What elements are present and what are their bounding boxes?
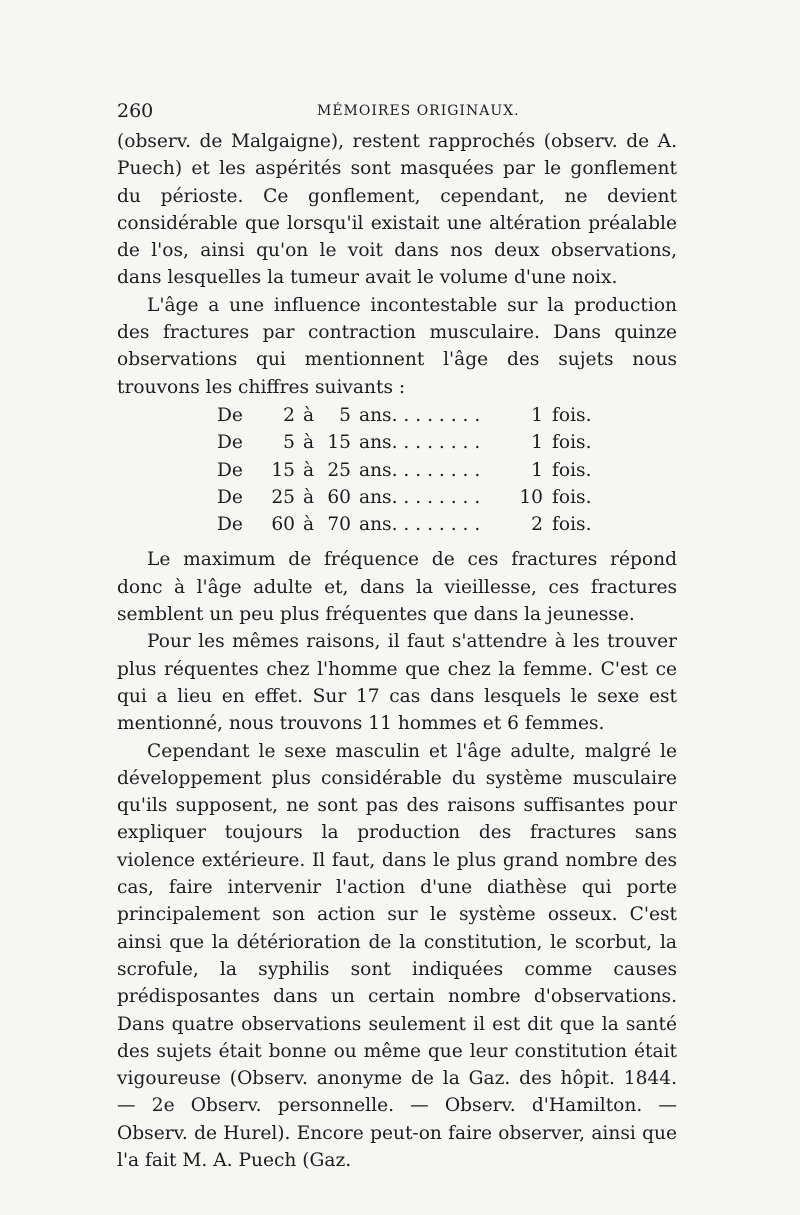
a-label: à (303, 514, 315, 536)
table-row (117, 429, 677, 456)
page-header (117, 98, 677, 126)
page-body (117, 128, 677, 1174)
count: 1 (531, 459, 543, 481)
ans-leader: ans. . . . . . . . (359, 404, 481, 426)
age-from: 25 (271, 486, 295, 508)
de-label: De (217, 486, 243, 508)
paragraph-2: L'âge a une influence incontestable sur la production des fractures par contraction musculaire. Dans quinze observations qui mentionnent l'âge des sujets nous trouvons les chiffres suivants : (117, 294, 677, 398)
count: 1 (531, 432, 543, 454)
table-row (117, 484, 677, 511)
count: 2 (531, 514, 543, 536)
age-to: 60 (327, 486, 351, 508)
de-label: De (217, 459, 243, 481)
age-from: 5 (283, 432, 295, 454)
de-label: De (217, 404, 243, 426)
a-label: à (303, 459, 315, 481)
age-to: 15 (327, 432, 351, 454)
page-number: 260 (117, 100, 154, 122)
table-row (117, 511, 677, 538)
fois-label: fois. (552, 404, 592, 426)
a-label: à (303, 486, 315, 508)
ans-leader: ans. . . . . . . . (359, 514, 481, 536)
a-label: à (303, 432, 315, 454)
fois-label: fois. (552, 486, 592, 508)
count: 1 (531, 404, 543, 426)
table-row (117, 457, 677, 484)
de-label: De (217, 432, 243, 454)
paragraph-4: Pour les mêmes raisons, il faut s'attendre à les trouver plus réquentes chez l'homme que chez la femme. C'est ce qui a lieu en effet. Sur 17 cas dans lesquels le sexe est mentionné, nous trouvons 11 hommes et 6 femmes. (117, 631, 677, 735)
ans-leader: ans. . . . . . . . (359, 432, 481, 454)
count: 10 (519, 486, 543, 508)
paragraph-3: Le maximum de fréquence de ces fractures répond donc à l'âge adulte et, dans la vieillesse, ces fractures semblent un peu plus fréquentes que dans la jeunesse. (117, 549, 677, 626)
ans-leader: ans. . . . . . . . (359, 486, 481, 508)
a-label: à (303, 404, 315, 426)
table-row (117, 402, 677, 429)
paragraph-1: (observ. de Malgaigne), restent rapprochés (observ. de A. Puech) et les aspérités sont masquées par le gonflement du périoste. Ce gonflement, cependant, ne devient considérable que lorsqu'il existait une altération préalable de l'os, ainsi qu'on le voit dans nos deux observations, dans lesquelles la tumeur avait le volume d'une noix. (117, 131, 677, 289)
ans-leader: ans. . . . . . . . (359, 459, 481, 481)
fois-label: fois. (552, 432, 592, 454)
de-label: De (217, 514, 243, 536)
age-from: 2 (283, 404, 295, 426)
age-to: 5 (339, 404, 351, 426)
age-from: 60 (271, 514, 295, 536)
age-to: 70 (327, 514, 351, 536)
age-to: 25 (327, 459, 351, 481)
paragraph-5: Cependant le sexe masculin et l'âge adulte, malgré le développement plus considérable du système musculaire qu'ils supposent, ne sont pas des raisons suffisantes pour expliquer toujours la production des fractures sans violence extérieure. Il faut, dans le plus grand nombre des cas, faire intervenir l'action d'une diathèse qui porte principalement son action sur le système osseux. C'est ainsi que la détérioration de la constitution, le scorbut, la scrofule, la syphilis sont indiquées comme causes prédisposantes dans un certain nombre d'observations. Dans quatre observations seulement il est dit que la santé des sujets était bonne ou même que leur constitution était vigoureuse (Observ. anonyme de la Gaz. des hôpit. 1844. — 2e Observ. personnelle. — Observ. d'Hamilton. — Observ. de Hurel). Encore peut-on faire observer, ainsi que l'a fait M. A. Puech (Gaz. (117, 740, 677, 1171)
running-title: MÉMOIRES ORIGINAUX. (317, 103, 520, 119)
age-from: 15 (271, 459, 295, 481)
fois-label: fois. (552, 459, 592, 481)
fois-label: fois. (552, 514, 592, 536)
age-table (117, 402, 677, 538)
